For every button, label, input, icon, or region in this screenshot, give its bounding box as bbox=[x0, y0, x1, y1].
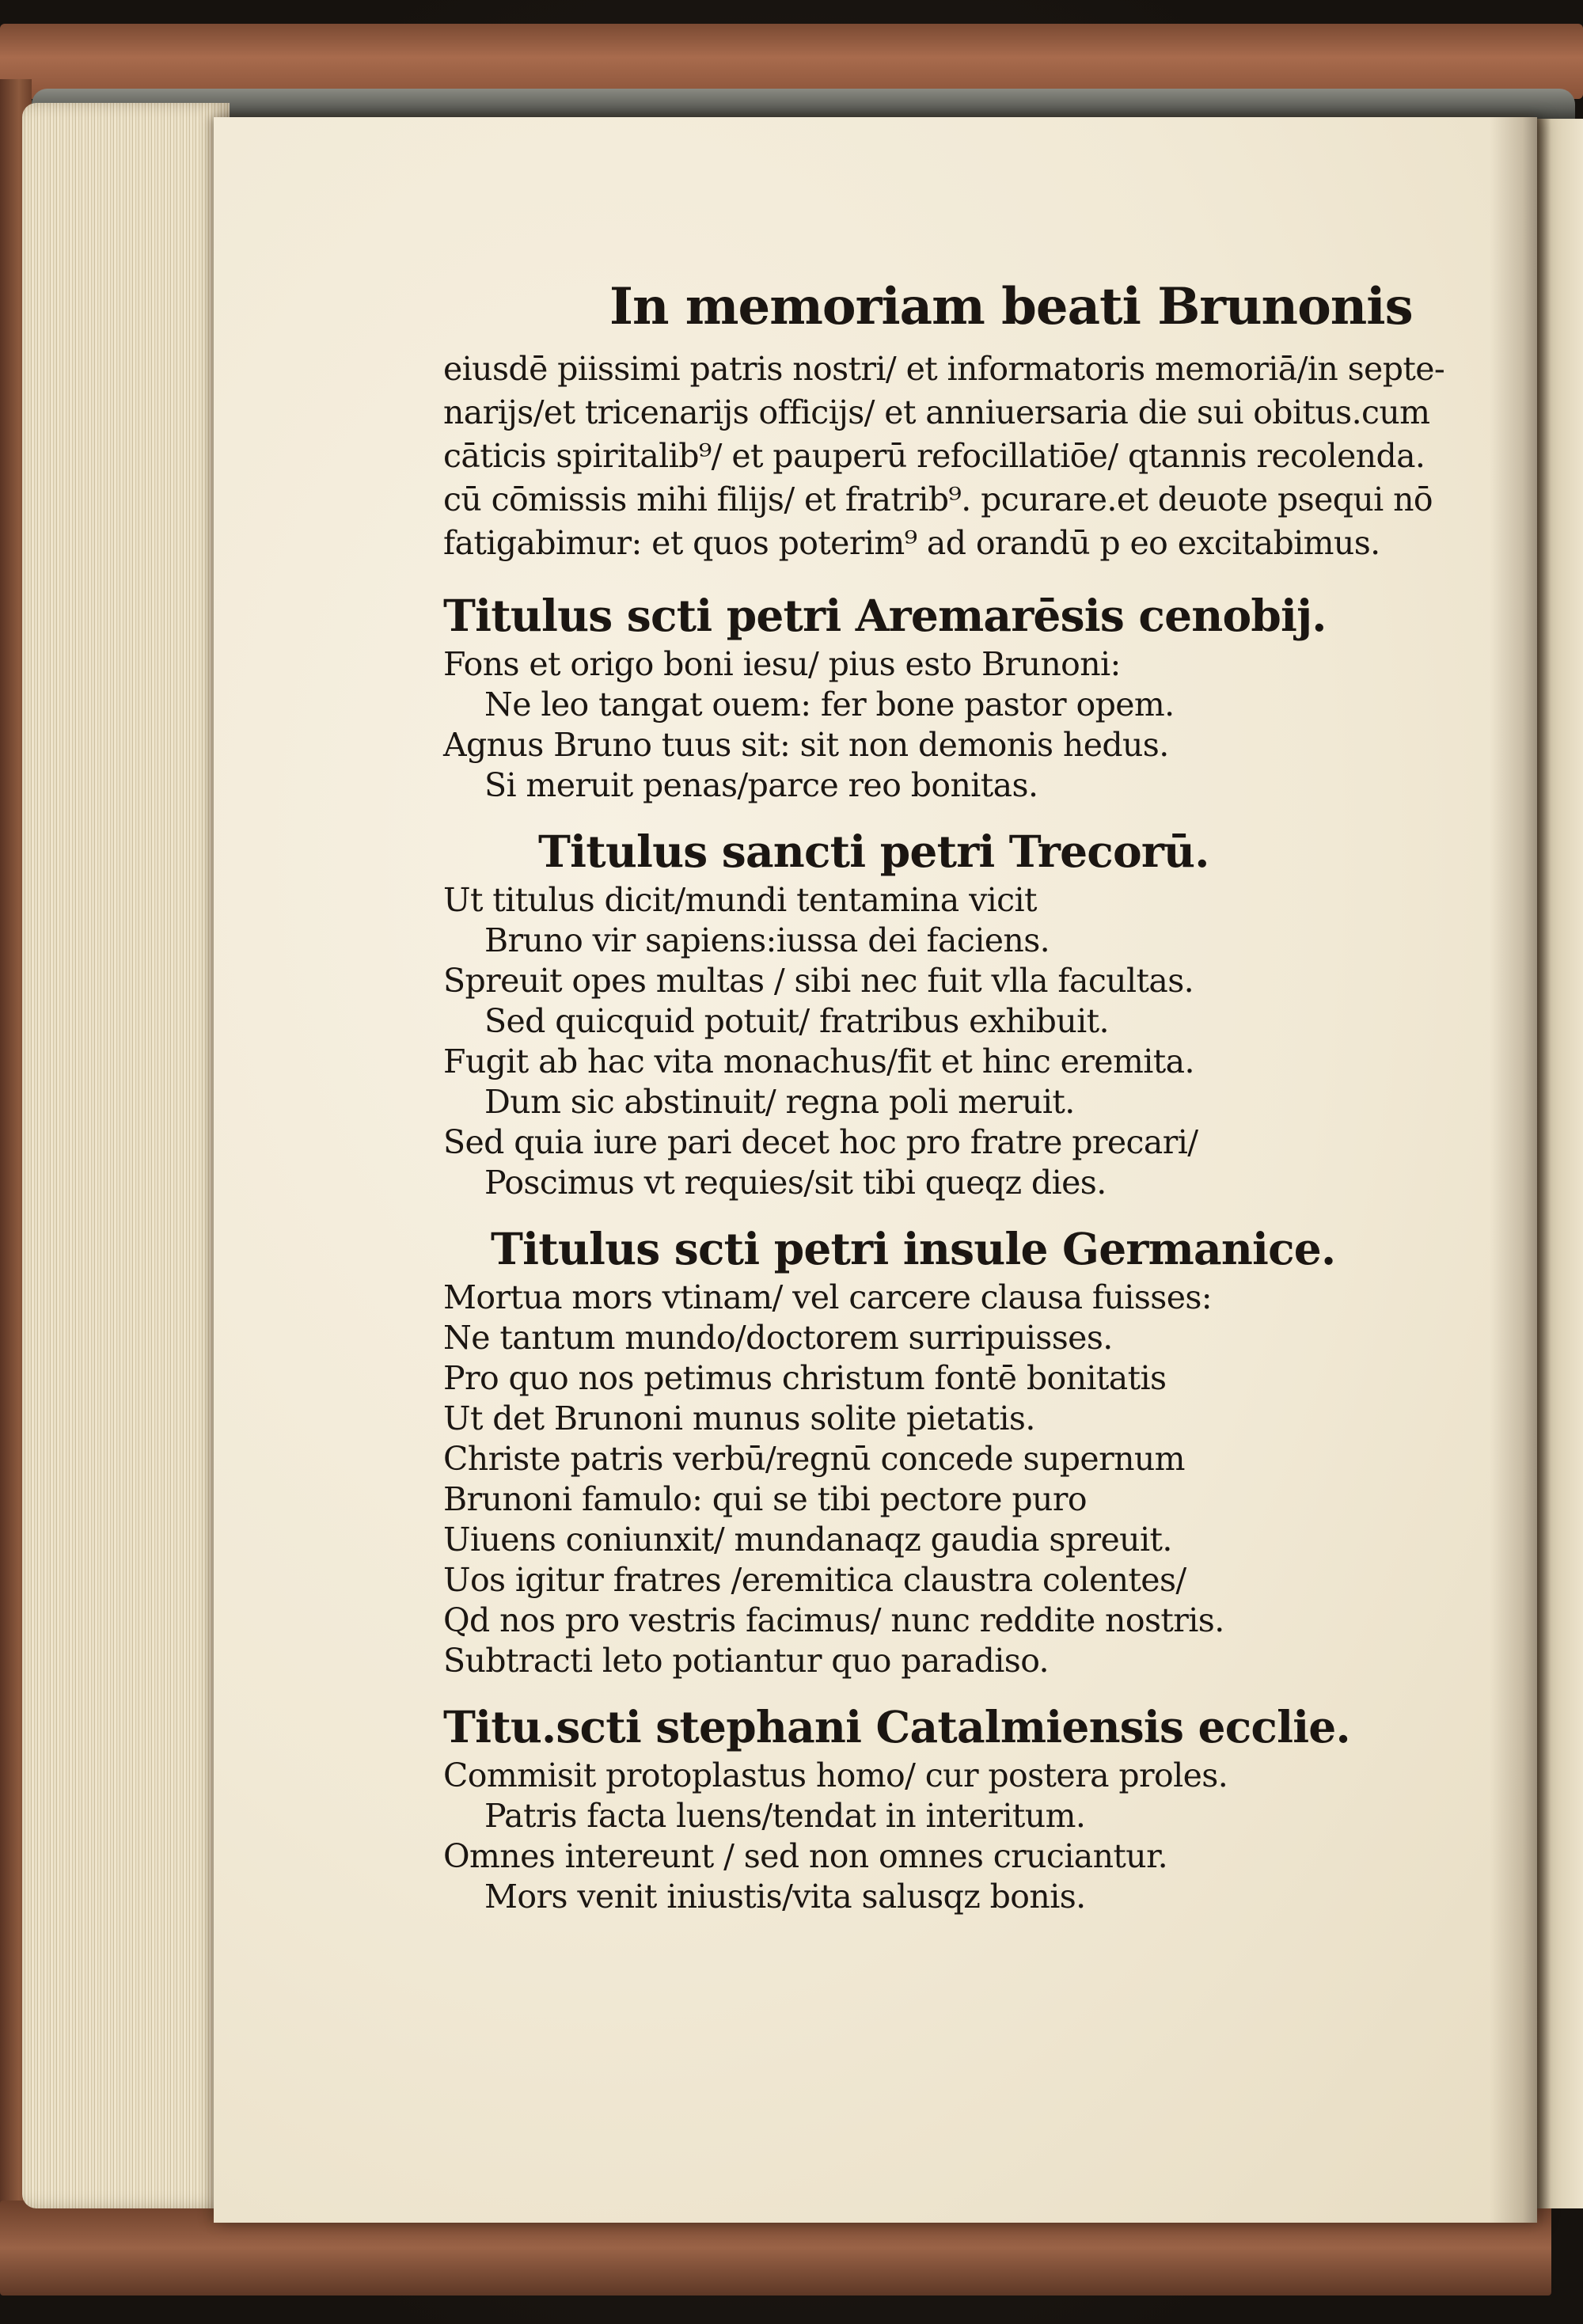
verse-line: Fons et origo boni iesu/ pius esto Brunoni: bbox=[443, 645, 1121, 683]
page-stack-top-edge bbox=[32, 89, 1575, 120]
titulus-section-aremarensis bbox=[443, 587, 1417, 806]
verse-line: Uiuens coniunxit/ mundanaqz gaudia spreuit. bbox=[443, 1521, 1172, 1559]
verse-line: Commisit protoplastus homo/ cur postera proles. bbox=[443, 1756, 1228, 1794]
titulus-section-trecorum bbox=[443, 823, 1417, 1203]
intro-line: fatigabimur: et quos poterim⁹ ad orandū p eo excitabimus. bbox=[443, 524, 1380, 562]
intro-line: narijs/et tricenarijs officijs/ et anniuersaria die sui obitus.cum bbox=[443, 393, 1430, 431]
verse-line: Sed quicquid potuit/ fratribus exhibuit. bbox=[484, 1002, 1109, 1040]
verse-line: Christe patris verbū/regnū concede supernum bbox=[443, 1440, 1185, 1478]
verse-line: Patris facta luens/tendat in interitum. bbox=[484, 1797, 1086, 1835]
titulus-section-germanice bbox=[443, 1221, 1417, 1681]
book-cover-top bbox=[0, 24, 1583, 99]
page-stack-edges bbox=[22, 103, 230, 2208]
verse-line: Agnus Bruno tuus sit: sit non demonis hedus. bbox=[443, 726, 1169, 764]
page-gutter-shadow bbox=[1490, 117, 1537, 2223]
verse-line: Pro quo nos petimus christum fontē bonitatis bbox=[443, 1359, 1167, 1397]
section-title: Titu.scti stephani Catalmiensis ecclie. bbox=[443, 1701, 1350, 1752]
verse-line: Spreuit opes multas / sibi nec fuit vlla facultas. bbox=[443, 962, 1194, 1000]
verse-line: Brunoni famulo: qui se tibi pectore puro bbox=[443, 1480, 1087, 1518]
titulus-section-catalmiensis bbox=[443, 1699, 1417, 1917]
section-title: Titulus sancti petri Trecorū. bbox=[538, 826, 1209, 877]
verse-line: Ne leo tangat ouem: fer bone pastor opem. bbox=[484, 685, 1175, 723]
intro-paragraph bbox=[443, 347, 1445, 565]
intro-line: eiusdē piissimi patris nostri/ et informatoris memoriā/in septe- bbox=[443, 350, 1445, 388]
section-title: Titulus scti petri insule Germanice. bbox=[491, 1223, 1336, 1274]
intro-line: cū cōmissis mihi filijs/ et fratrib⁹. pcurare.et deuote psequi nō bbox=[443, 480, 1433, 518]
verse-line: Ut titulus dicit/mundi tentamina vicit bbox=[443, 881, 1037, 919]
verse-line: Qd nos pro vestris facimus/ nunc reddite nostris. bbox=[443, 1601, 1224, 1639]
verse-line: Uos igitur fratres /eremitica claustra colentes/ bbox=[443, 1561, 1186, 1599]
verse-line: Bruno vir sapiens:iussa dei faciens. bbox=[484, 921, 1050, 959]
verse-line: Sed quia iure pari decet hoc pro fratre precari/ bbox=[443, 1123, 1198, 1161]
verse-line: Ut det Brunoni munus solite pietatis. bbox=[443, 1399, 1035, 1437]
section-title: Titulus scti petri Aremarēsis cenobij. bbox=[443, 590, 1327, 641]
facing-page-sliver bbox=[1537, 119, 1583, 2208]
page-text-block bbox=[443, 277, 1445, 1917]
verse-line: Ne tantum mundo/doctorem surripuisses. bbox=[443, 1319, 1113, 1357]
verse-line: Mors venit iniustis/vita salusqz bonis. bbox=[484, 1878, 1086, 1916]
verse-line: Omnes intereunt / sed non omnes cruciantur. bbox=[443, 1837, 1168, 1875]
page-heading: In memoriam beati Brunonis bbox=[609, 277, 1413, 336]
verse-line: Subtracti leto potiantur quo paradiso. bbox=[443, 1642, 1049, 1680]
intro-line: cāticis spiritalib⁹/ et pauperū refocillatiōe/ qtannis recolenda. bbox=[443, 437, 1425, 475]
verse-line: Dum sic abstinuit/ regna poli meruit. bbox=[484, 1083, 1075, 1121]
verse-line: Fugit ab hac vita monachus/fit et hinc eremita. bbox=[443, 1042, 1194, 1080]
verse-line: Si meruit penas/parce reo bonitas. bbox=[484, 766, 1038, 804]
verse-line: Mortua mors vtinam/ vel carcere clausa fuisses: bbox=[443, 1278, 1213, 1316]
verse-line: Poscimus vt requies/sit tibi queqz dies. bbox=[484, 1164, 1107, 1202]
